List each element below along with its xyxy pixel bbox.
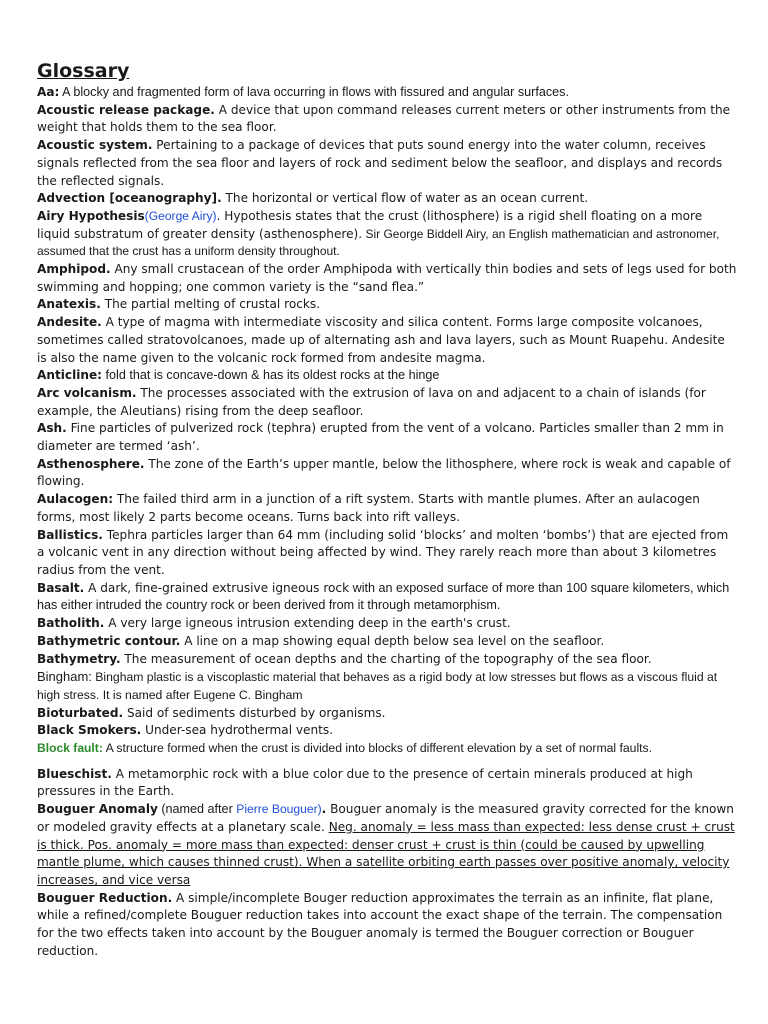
entry-definition: fold that is concave-down & has its oldest rocks at the hinge <box>102 368 440 383</box>
entry-anatexis <box>37 296 737 314</box>
entry-term: Ash. <box>37 421 67 436</box>
entry-term: Bouguer Reduction. <box>37 890 173 905</box>
entry-asthenosphere <box>37 456 737 491</box>
entry-definition: A structure formed when the crust is divided into blocks of different elevation by a set of normal faults. <box>102 741 653 756</box>
entry-definition: Said of sediments disturbed by organisms. <box>123 705 386 720</box>
entry-term: Acoustic release package. <box>37 102 215 117</box>
entry-definition: A dark, fine-grained extrusive igneous rock <box>84 580 350 595</box>
entry-definition: A line on a map showing equal depth below sea level on the seafloor. <box>180 633 605 648</box>
entry-bouguer-reduction <box>37 890 737 961</box>
entry-term: Bouguer Anomaly <box>37 802 158 817</box>
entry-definition: The horizontal or vertical flow of water as an ocean current. <box>221 191 589 206</box>
entry-term: Block fault: <box>37 741 103 756</box>
entry-term: Ballistics. <box>37 527 103 542</box>
entry-definition: Under-sea hydrothermal vents. <box>141 723 334 738</box>
entry-batholith <box>37 615 737 633</box>
pierre-bouguer-link[interactable]: Pierre Bouguer) <box>236 802 322 817</box>
entry-term: Anticline: <box>37 368 103 383</box>
page-title: Glossary <box>37 60 130 82</box>
entry-arc-volcanism <box>37 385 737 420</box>
entry-acoustic-release-package <box>37 102 737 137</box>
entry-definition: The failed third arm in a junction of a rift system. Starts with mantle plumes. After an aulacogen forms, most likely 2 parts become oceans. Turns back into rift valleys. <box>37 492 700 524</box>
entry-airy-hypothesis <box>37 208 737 261</box>
entry-block-fault <box>37 740 737 758</box>
entry-bathymetric-contour <box>37 633 737 651</box>
entry-aulacogen <box>37 491 737 526</box>
entry-term: Anatexis. <box>37 297 101 312</box>
entry-definition: A blocky and fragmented form of lava occurring in flows with fissured and angular surfaces. <box>59 85 569 99</box>
entry-term: Batholith. <box>37 616 105 631</box>
entry-term: Amphipod. <box>37 262 111 277</box>
entry-bingham <box>37 668 737 704</box>
entry-term: Blueschist. <box>37 766 112 781</box>
entry-advection <box>37 190 737 208</box>
entry-term: Andesite. <box>37 315 102 330</box>
entry-note: Sir George Biddell Airy, an English mathematician and astronomer, assumed that the crust has a uniform density throughout. <box>37 226 720 259</box>
entry-andesite <box>37 314 737 367</box>
entry-definition: A metamorphic rock with a blue color due to the presence of certain minerals produced at high pressures in the Earth. <box>37 766 693 799</box>
entry-definition: The processes associated with the extrusion of lava on and adjacent to a chain of islands (for example, the Aleutians) rising from the deep seafloor. <box>37 385 706 418</box>
entry-definition-continued: with an exposed surface of more than 100 square kilometers, which has either intruded the country rock or been derived from it through metamorphism. <box>37 580 730 613</box>
entry-aa <box>37 84 737 102</box>
entry-bathymetry <box>37 651 737 669</box>
entry-term-prefix: (named after <box>157 802 237 817</box>
entry-bioturbated <box>37 705 737 723</box>
entry-definition: A type of magma with intermediate viscosity and silica content. Forms large composite volcanoes, sometimes called stratovolcanoes, made up of alternating ash and lava layers, such as Mount Ruapehu. Andesite is also the name given to the volcanic rock formed from andesite magma. <box>37 315 725 365</box>
entry-term: Asthenosphere. <box>37 456 145 471</box>
entry-definition: Pertaining to a package of devices that puts sound energy into the water column, receives signals reflected from the sea floor and layers of rock and sediment below the seafloor, and displays and records the reflected signals. <box>37 138 723 188</box>
entry-term: Bathymetry. <box>37 651 121 666</box>
entry-term: Black Smokers. <box>37 723 142 738</box>
entry-definition: Bingham plastic is a viscoplastic material that behaves as a rigid body at low stresses but flows as a viscous fluid at high stress. It is named after Eugene C. Bingham <box>37 670 718 702</box>
entry-definition: Fine particles of pulverized rock (tephra) erupted from the vent of a volcano. Particles smaller than 2 mm in diameter are termed ‘ash’. <box>37 421 724 454</box>
entry-basalt <box>37 580 737 615</box>
entry-definition: Any small crustacean of the order Amphipoda with vertically thin bodies and sets of legs used for both swimming and hopping; one common variety is the “sand flea.” <box>37 262 737 294</box>
entry-term-end: . <box>321 802 327 817</box>
entry-term: Bathymetric contour. <box>37 633 181 648</box>
entry-definition: Tephra particles larger than 64 mm (including solid ‘blocks’ and molten ‘bombs’) that are ejected from a volcanic vent in any direction without being affected by wind. They rarely reach more than about 3 kilometres radius from the vent. <box>37 527 729 577</box>
glossary-document <box>37 58 737 960</box>
entry-term: Bioturbated. <box>37 705 124 720</box>
entry-definition: A simple/incomplete Bouger reduction approximates the terrain as an infinite, flat plane, while a refined/complete Bouguer reduction takes into account the exact shape of the terrain. The compensation for the two effects taken into account by the Bouguer anomaly is termed the Bouguer correction or Bouguer reduction. <box>37 890 723 958</box>
entry-term: Aulacogen: <box>37 492 114 507</box>
entry-ash <box>37 420 737 455</box>
entry-definition: A device that upon command releases current meters or other instruments from the weight that holds them to the sea floor. <box>37 102 731 135</box>
entry-term: Arc volcanism. <box>37 385 137 400</box>
entry-black-smokers <box>37 722 737 740</box>
george-airy-link[interactable]: (George Airy) <box>144 208 217 223</box>
entry-term: Aa: <box>37 85 60 99</box>
entry-amphipod <box>37 261 737 296</box>
entry-definition: The measurement of ocean depths and the charting of the topography of the sea floor. <box>120 651 652 666</box>
entry-definition: The partial melting of crustal rocks. <box>100 297 321 312</box>
entry-term: Basalt. <box>37 580 85 595</box>
entry-acoustic-system <box>37 137 737 190</box>
entry-term: Advection [oceanography]. <box>37 191 222 206</box>
entry-ballistics <box>37 527 737 580</box>
entry-anticline <box>37 367 737 385</box>
entry-bouguer-anomaly <box>37 801 737 890</box>
entry-definition: A very large igneous intrusion extending deep in the earth's crust. <box>104 616 511 631</box>
entry-definition: . Hypothesis states that the crust (lithosphere) is a rigid shell floating on a more liquid substratum of greater density (asthenosphere). <box>37 208 703 241</box>
entry-definition: The zone of the Earth’s upper mantle, below the lithosphere, where rock is weak and capable of flowing. <box>37 456 731 489</box>
entry-term: Bingham: <box>37 669 92 685</box>
underlined-note: Neg. anomaly = less mass than expected: less dense crust + crust is thick. Pos. anomaly = more mass than expected: denser crust + crust is thin (could be caused by upwelling mantle plume, which causes thinned crust). When a satellite orbiting earth passes over positive anomaly, velocity increases, and vice versa <box>37 819 735 887</box>
entry-term: Acoustic system. <box>37 138 153 153</box>
entry-definition: Bouguer anomaly is the measured gravity corrected for the known or modeled gravity effects at a planetary scale. <box>37 802 734 834</box>
entry-blueschist <box>37 766 737 801</box>
entry-term: Airy Hypothesis <box>37 208 145 223</box>
